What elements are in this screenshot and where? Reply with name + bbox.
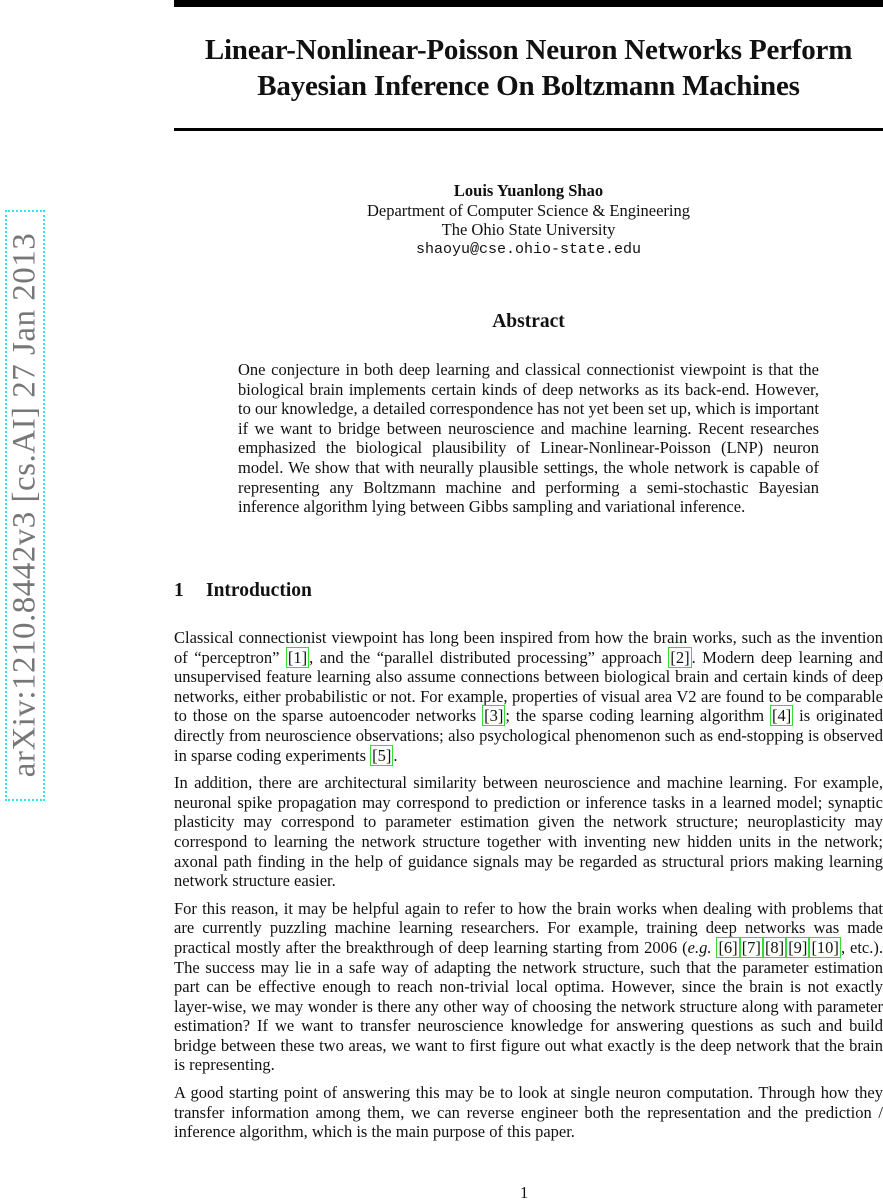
citation-link[interactable]: [2] (670, 647, 690, 667)
arxiv-stamp[interactable]: arXiv:1210.8442v3 [cs.AI] 27 Jan 2013 (6, 232, 43, 778)
text-span: , and the “parallel distributed processing” approach (309, 647, 669, 667)
title-rule (174, 128, 883, 131)
citation-link[interactable]: [9] (788, 937, 808, 957)
text-span: e.g. (687, 937, 712, 957)
text-span: . (393, 745, 398, 765)
text-span: Classical connectionist viewpoint has long been inspired from how the brain works, such as the invention of “perceptron” (174, 628, 883, 667)
author-block (174, 181, 883, 259)
paragraph-2: In addition, there are architectural similarity between neuroscience and machine learning. For example, neuronal spike propagation may correspond to prediction or inference tasks in a learned model; synaptic plasticity may correspond to parameter estimation given the network structure; neuroplasticity may correspond to learning the network structure together with inventing new hidden units in the network; axonal path finding in the help of guidance signals may be regarded as structural priors making learning network structure easier. (174, 773, 883, 891)
paper-title (174, 32, 883, 104)
section-heading (174, 580, 312, 602)
author-department: Department of Computer Science & Engineering (366, 200, 691, 220)
section-title: Introduction (206, 580, 312, 601)
abstract-heading: Abstract (492, 311, 565, 332)
citation-link[interactable]: [10] (811, 937, 839, 957)
author-university: The Ohio State University (441, 220, 616, 239)
citation-link[interactable]: [1] (287, 647, 308, 667)
paragraph-3 (174, 899, 883, 1075)
paragraph-1 (174, 628, 883, 765)
citation-link[interactable]: [3] (484, 706, 504, 726)
top-rule (174, 0, 883, 7)
body-text (174, 628, 883, 1150)
citation-link[interactable]: [6] (718, 937, 738, 957)
text-span: ; the sparse coding learning algorithm (505, 706, 770, 726)
abstract-text: One conjecture in both deep learning and classical connectionist viewpoint is that the biological brain implements certain kinds of deep networks as its back-end. However, to our knowledge, a detailed correspondence has not yet been set up, which is important if we want to bridge between neuroscience and machine learning. Recent researches emphasized the biological plausibility of Linear-Nonlinear-Poisson (LNP) neuron model. We show that with neurally plausible settings, the whole network is capable of representing any Boltzmann machine and performing a semi-stochastic Bayesian inference algorithm lying between Gibbs sampling and variational inference. (238, 360, 819, 517)
text-span: . Modern deep learning and unsupervised feature learning also assume connections between biological brain and certain kinds of deep networks, either probabilistic or not. For example, properties of visual area V2 are found to be comparable to those on the sparse autoencoder networks (174, 647, 883, 726)
text-span: is originated directly from neuroscience observations; also psychological phenomenon such as end-stopping is observed in sparse coding experiments (174, 706, 883, 765)
text-span: , etc.). The success may lie in a safe way of adapting the network structure, such that the parameter estimation part can be effective enough to reach non-trivial local optima. However, since the brain is not exactly layer-wise, we may wonder is there any other way of choosing the network structure along with parameter estimation? If we want to transfer neuroscience knowledge for answering questions as such and build bridge between these two areas, we want to first figure out what exactly is the deep network that the brain is representing. (174, 937, 883, 1075)
page-number: 1 (520, 1183, 529, 1202)
author-email[interactable]: shaoyu@cse.ohio-state.edu (415, 240, 642, 258)
author-name: Louis Yuanlong Shao (453, 181, 604, 200)
section-number: 1 (174, 580, 184, 601)
text-span: For this reason, it may be helpful again to refer to how the brain works when dealing with problems that are currently puzzling machine learning researchers. For example, training deep networks was made practical mostly after the breakthrough of deep learning starting from 2006 ( (174, 898, 883, 957)
paragraph-4: A good starting point of answering this may be to look at single neuron computation. Through how they transfer information among them, we can reverse engineer both the representation and the prediction / inference algorithm, which is the main purpose of this paper. (174, 1083, 883, 1142)
title-line-2: Bayesian Inference On Boltzmann Machines (257, 70, 800, 102)
citation-link[interactable]: [7] (741, 937, 761, 957)
citation-link[interactable]: [5] (372, 745, 392, 765)
citation-link[interactable]: [4] (772, 706, 792, 726)
citation-link[interactable]: [8] (764, 937, 785, 957)
title-line-1: Linear-Nonlinear-Poisson Neuron Networks Perform (204, 34, 853, 66)
